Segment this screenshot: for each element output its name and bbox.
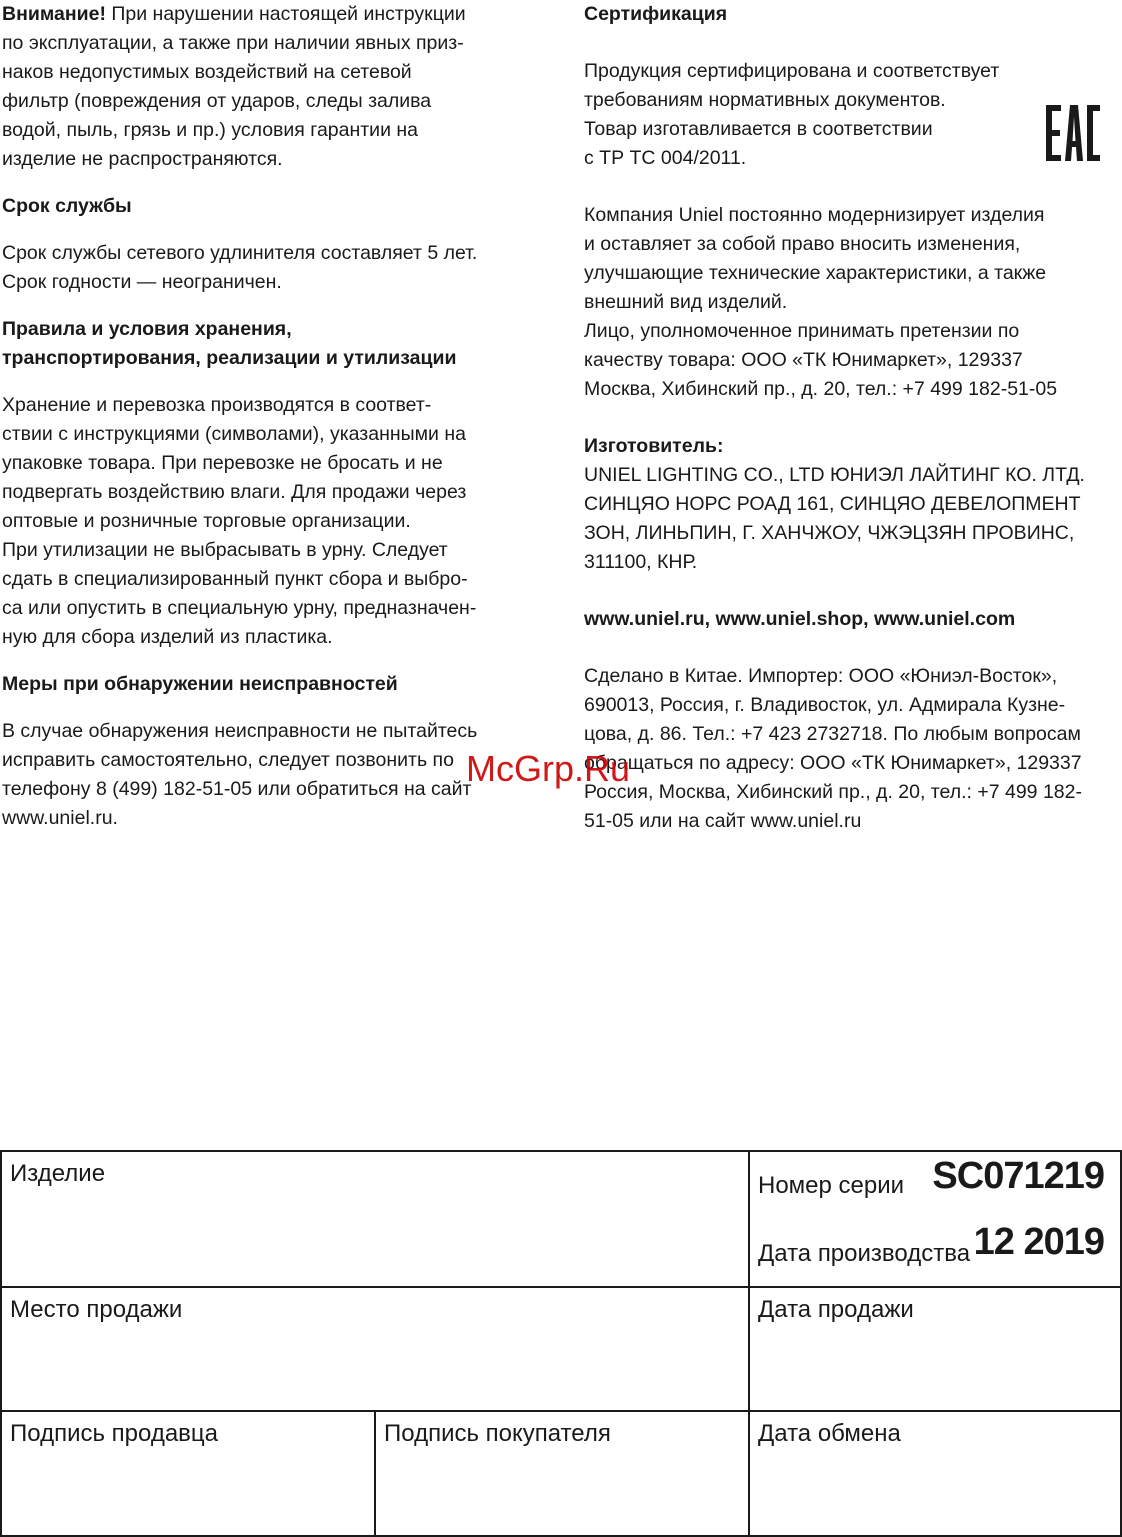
company-line: Москва, Хибинский пр., д. 20, тел.: +7 499 182-51-05 xyxy=(584,378,1058,400)
warning-label: Внимание! xyxy=(2,3,106,25)
importer-line: 690013, Россия, г. Владивосток, ул. Адмирала Кузне- xyxy=(584,694,1066,716)
warning-paragraph xyxy=(2,0,547,174)
place-of-sale-cell[interactable] xyxy=(0,1286,750,1412)
watermark-text: McGrp.Ru xyxy=(466,748,631,789)
service-life-heading: Срок службы xyxy=(2,195,132,217)
certification-line: Продукция сертифицирована и соответствует xyxy=(584,60,1000,82)
company-line: внешний вид изделий. xyxy=(584,291,788,313)
storage-heading: Правила и условия хранения, xyxy=(2,318,292,340)
storage-heading: транспортирования, реализации и утилизации xyxy=(2,347,457,369)
service-life-line: Срок службы сетевого удлинителя составляет 5 лет. xyxy=(2,242,478,264)
importer-line: 51-05 или на сайт www.uniel.ru xyxy=(584,810,862,832)
manufacturer-heading: Изготовитель: xyxy=(584,435,724,457)
product-cell[interactable] xyxy=(0,1150,750,1288)
manufacturer-line: ЗОН, ЛИНЬПИН, Г. ХАНЧЖОУ, ЧЖЭЦЗЯН ПРОВИНС, xyxy=(584,522,1075,544)
serial-value: SC071219 xyxy=(932,1155,1104,1197)
buyer-signature-cell[interactable] xyxy=(374,1410,750,1537)
eac-mark-icon xyxy=(1044,103,1102,163)
malfunction-line: исправить самостоятельно, следует позвонить по xyxy=(2,749,454,771)
importer-line: цова, д. 86. Тел.: +7 423 2732718. По любым вопросам xyxy=(584,723,1081,745)
importer-line: Россия, Москва, Хибинский пр., д. 20, тел.: +7 499 182- xyxy=(584,781,1082,803)
certification-line: с ТР ТС 004/2011. xyxy=(584,147,747,169)
company-line: улучшающие технические характеристики, а также xyxy=(584,262,1047,284)
certification-heading: Сертификация xyxy=(584,3,728,25)
malfunction-line: телефону 8 (499) 182-51-05 или обратиться на сайт xyxy=(2,778,472,800)
seller-signature-cell[interactable] xyxy=(0,1410,376,1537)
company-line: качеству товара: ООО «ТК Юнимаркет», 129337 xyxy=(584,349,1023,371)
malfunction-line: В случае обнаружения неисправности не пытайтесь xyxy=(2,720,478,742)
storage-line: подвергать воздействию влаги. Для продажи через xyxy=(2,481,467,503)
exchange-date-label: Дата обмена xyxy=(758,1420,901,1447)
left-column xyxy=(2,0,547,833)
warning-line: водой, пыль, грязь и пр.) условия гарантии на xyxy=(2,119,419,141)
production-date-label: Дата производства xyxy=(758,1240,971,1267)
certification-line: Товар изготавливается в соответствии xyxy=(584,118,933,140)
company-line: и оставляет за собой право вносить изменения, xyxy=(584,233,1021,255)
buyer-signature-label: Подпись покупателя xyxy=(384,1420,611,1447)
storage-line: Хранение и перевозка производятся в соответ- xyxy=(2,394,432,416)
malfunction-line: www.uniel.ru. xyxy=(2,807,118,829)
place-of-sale-label: Место продажи xyxy=(10,1296,183,1323)
exchange-date-cell[interactable] xyxy=(748,1410,1122,1537)
seller-signature-label: Подпись продавца xyxy=(10,1420,219,1447)
manufacturer-line: СИНЦЯО НОРС РОАД 161, СИНЦЯО ДЕВЕЛОПМЕНТ xyxy=(584,493,1081,515)
certification-line: требованиям нормативных документов. xyxy=(584,89,946,111)
production-date-value: 12 2019 xyxy=(973,1221,1104,1263)
storage-line: ствии с инструкциями (символами), указанными на xyxy=(2,423,466,445)
sale-date-cell[interactable] xyxy=(748,1286,1122,1412)
serial-cell xyxy=(748,1150,1122,1288)
storage-line: упаковке товара. При перевозке не бросать и не xyxy=(2,452,443,474)
company-line: Лицо, уполномоченное принимать претензии по xyxy=(584,320,1020,342)
websites-link[interactable]: www.uniel.ru, www.uniel.shop, www.uniel.com xyxy=(584,608,1016,630)
storage-line: ную для сбора изделий из пластика. xyxy=(2,626,333,648)
warning-line: по эксплуатации, а также при наличии явных приз- xyxy=(2,32,464,54)
warning-line: наков недопустимых воздействий на сетевой xyxy=(2,61,412,83)
warning-line: изделие не распространяются. xyxy=(2,148,283,170)
malfunction-heading: Меры при обнаружении неисправностей xyxy=(2,673,398,695)
product-label: Изделие xyxy=(10,1160,106,1187)
storage-line: сдать в специализированный пункт сбора и выбро- xyxy=(2,568,468,590)
company-line: Компания Uniel постоянно модернизирует изделия xyxy=(584,204,1045,226)
importer-line: обращаться по адресу: ООО «ТК Юнимаркет», 129337 xyxy=(584,752,1082,774)
sale-date-label: Дата продажи xyxy=(758,1296,914,1323)
warning-first-line: При нарушении настоящей инструкции xyxy=(105,3,466,25)
storage-line: При утилизации не выбрасывать в урну. Следует xyxy=(2,539,448,561)
service-life-line: Срок годности — неограничен. xyxy=(2,271,282,293)
importer-line: Сделано в Китае. Импортер: ООО «Юниэл-Восток», xyxy=(584,665,1058,687)
storage-line: са или опустить в специальную урну, предназначен- xyxy=(2,597,477,619)
manufacturer-line: 311100, КНР. xyxy=(584,551,698,573)
right-column xyxy=(584,0,1120,836)
serial-label: Номер серии xyxy=(758,1172,905,1199)
warning-line: фильтр (повреждения от ударов, следы залива xyxy=(2,90,432,112)
manufacturer-line: UNIEL LIGHTING CO., LTD ЮНИЭЛ ЛАЙТИНГ КО. ЛТД. xyxy=(584,464,1085,486)
warranty-table xyxy=(0,1150,1122,1537)
storage-line: оптовые и розничные торговые организации. xyxy=(2,510,411,532)
